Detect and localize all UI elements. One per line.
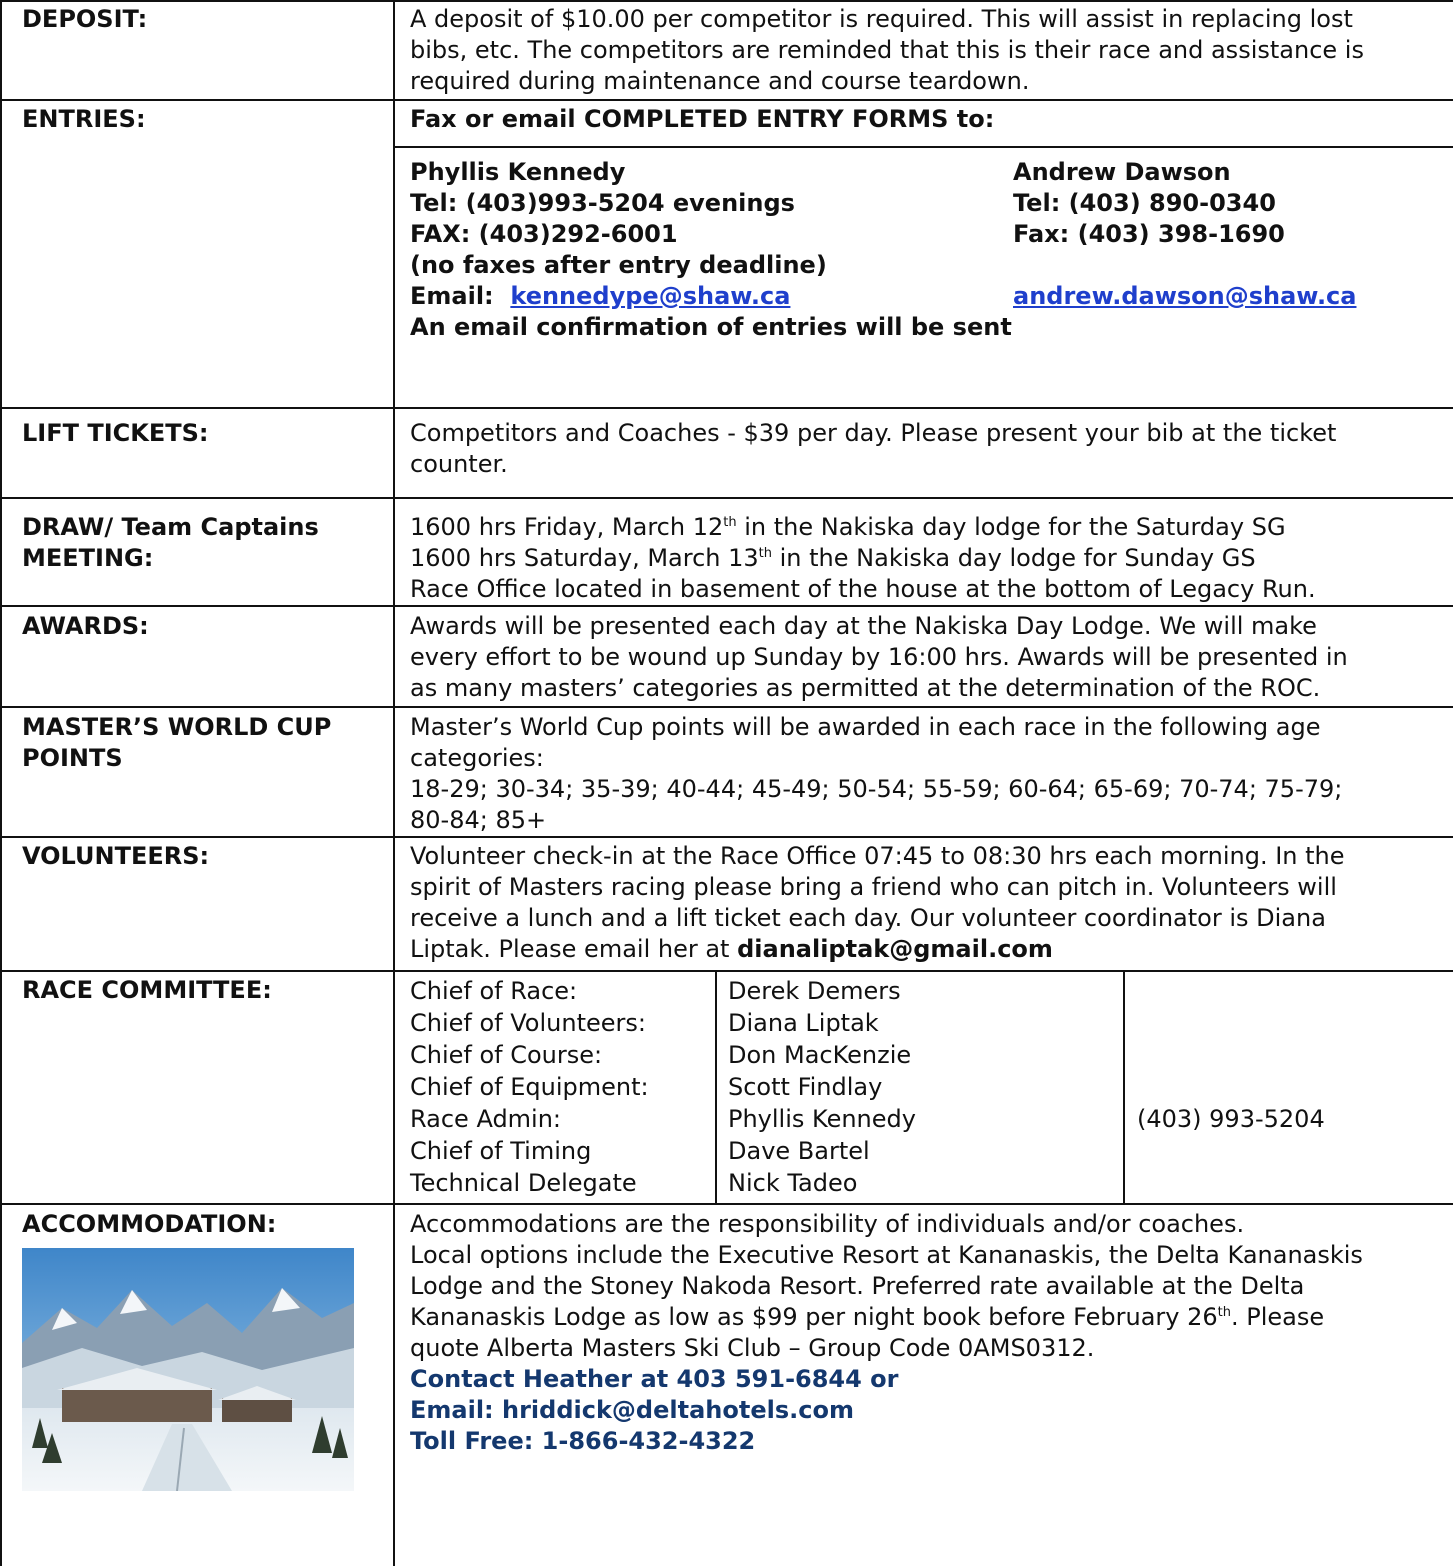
contact-tollfree: Toll Free: 1-866-432-4322 — [410, 1427, 756, 1455]
awards-line: as many masters’ categories as permitted at the determination of the ROC. — [410, 674, 1321, 702]
worldcup-row — [0, 708, 1453, 838]
lift-row — [0, 409, 1453, 499]
deposit-line: bibs, etc. The competitors are reminded that this is their race and assistance is — [410, 36, 1364, 64]
draw-label-line: DRAW/ Team Captains — [22, 513, 319, 541]
volunteers-line: receive a lunch and a lift ticket each day. Our volunteer coordinator is Diana — [410, 904, 1326, 932]
committee-name: Don MacKenzie — [728, 1041, 912, 1069]
awards-line: Awards will be presented each day at the Nakiska Day Lodge. We will make — [410, 612, 1317, 640]
left-contact-name: Phyllis Kennedy — [410, 158, 626, 186]
draw-line-2: 1600 hrs Saturday, March 13th in the Nakiska day lodge for Sunday GS — [410, 544, 1256, 572]
committee-role: Technical Delegate — [410, 1169, 637, 1197]
volunteers-line: spirit of Masters racing please bring a friend who can pitch in. Volunteers will — [410, 873, 1337, 901]
volunteers-line: Volunteer check-in at the Race Office 07:45 to 08:30 hrs each morning. In the — [410, 842, 1345, 870]
right-contact-name: Andrew Dawson — [1013, 158, 1231, 186]
committee-role: Chief of Equipment: — [410, 1073, 649, 1101]
awards-text — [410, 611, 1449, 704]
accommodation-line: Local options include the Executive Resort at Kananaskis, the Delta Kananaskis — [410, 1241, 1363, 1269]
volunteers-text — [410, 841, 1449, 965]
draw-line-3: Race Office located in basement of the house at the bottom of Legacy Run. — [410, 575, 1316, 603]
left-contact-fax: FAX: (403)292-6001 — [410, 220, 678, 248]
resort-photo-image — [22, 1248, 354, 1491]
right-contact-tel: Tel: (403) 890-0340 — [1013, 189, 1276, 217]
right-email-link[interactable]: andrew.dawson@shaw.ca — [1013, 282, 1357, 310]
entries-contacts — [410, 157, 1449, 343]
worldcup-line: Master’s World Cup points will be awarded in each race in the following age — [410, 713, 1321, 741]
volunteers-label: VOLUNTEERS: — [22, 842, 210, 870]
left-email-link[interactable]: kennedype@shaw.ca — [510, 282, 791, 310]
committee-roles — [410, 975, 710, 1199]
email-prefix: Email: — [410, 282, 494, 310]
volunteers-row — [0, 838, 1453, 972]
committee-role: Chief of Race: — [410, 977, 578, 1005]
entries-heading: Fax or email COMPLETED ENTRY FORMS to: — [410, 105, 995, 133]
accommodation-line: Accommodations are the responsibility of individuals and/or coaches. — [410, 1210, 1245, 1238]
fax-note: (no faxes after entry deadline) — [410, 251, 827, 279]
entries-label: ENTRIES: — [22, 105, 146, 133]
worldcup-label-line: MASTER’S WORLD CUP — [22, 713, 332, 741]
committee-divider-2 — [1123, 972, 1125, 1203]
worldcup-label — [22, 712, 331, 774]
lift-text — [410, 418, 1449, 480]
worldcup-text — [410, 712, 1449, 836]
draw-row — [0, 499, 1453, 607]
entries-row — [0, 101, 1453, 409]
committee-divider-1 — [715, 972, 717, 1203]
accommodation-line: quote Alberta Masters Ski Club – Group Code 0AMS0312. — [410, 1334, 1095, 1362]
committee-role: Chief of Course: — [410, 1041, 603, 1069]
lift-label: LIFT TICKETS: — [22, 419, 209, 447]
worldcup-line: 80-84; 85+ — [410, 806, 547, 834]
awards-label: AWARDS: — [22, 612, 149, 640]
draw-label — [22, 512, 319, 574]
committee-row — [0, 972, 1453, 1205]
draw-line-1: 1600 hrs Friday, March 12th in the Nakiska day lodge for the Saturday SG — [410, 513, 1286, 541]
resort-photo — [22, 1248, 354, 1491]
deposit-row — [0, 2, 1453, 101]
awards-row — [0, 607, 1453, 708]
committee-name: Nick Tadeo — [728, 1169, 858, 1197]
committee-role: Race Admin: — [410, 1105, 562, 1133]
left-contact-tel: Tel: (403)993-5204 evenings — [410, 189, 795, 217]
accommodation-line: Lodge and the Stoney Nakoda Resort. Preferred rate available at the Delta — [410, 1272, 1305, 1300]
deposit-line: A deposit of $10.00 per competitor is required. This will assist in replacing lost — [410, 5, 1353, 33]
committee-role: Chief of Timing — [410, 1137, 592, 1165]
right-contact-fax: Fax: (403) 398-1690 — [1013, 220, 1285, 248]
draw-label-line: MEETING: — [22, 544, 154, 572]
accommodation-row — [0, 1205, 1453, 1566]
entries-divider — [394, 146, 1453, 148]
worldcup-line: 18-29; 30-34; 35-39; 40-44; 45-49; 50-54; 55-59; 60-64; 65-69; 70-74; 75-79; — [410, 775, 1343, 803]
committee-names — [728, 975, 1118, 1199]
committee-name: Phyllis Kennedy — [728, 1105, 916, 1133]
contact-email: Email: hriddick@deltahotels.com — [410, 1396, 854, 1424]
contact-line: Contact Heather at 403 591-6844 or — [410, 1365, 899, 1393]
committee-role: Chief of Volunteers: — [410, 1009, 646, 1037]
lift-line: Competitors and Coaches - $39 per day. Please present your bib at the ticket — [410, 419, 1337, 447]
volunteer-email: dianaliptak@gmail.com — [737, 935, 1053, 963]
lift-line: counter. — [410, 450, 508, 478]
committee-name: Diana Liptak — [728, 1009, 879, 1037]
deposit-line: required during maintenance and course teardown. — [410, 67, 1030, 95]
accommodation-text — [410, 1209, 1449, 1457]
committee-phone: (403) 993-5204 — [1137, 1105, 1325, 1133]
volunteers-line: Liptak. Please email her at dianaliptak@gmail.com — [410, 935, 1053, 963]
worldcup-label-line: POINTS — [22, 744, 123, 772]
committee-name: Dave Bartel — [728, 1137, 870, 1165]
awards-line: every effort to be wound up Sunday by 16:00 hrs. Awards will be presented in — [410, 643, 1348, 671]
accommodation-line: Kananaskis Lodge as low as $99 per night book before February 26th. Please — [410, 1303, 1325, 1331]
committee-label: RACE COMMITTEE: — [22, 976, 272, 1004]
worldcup-line: categories: — [410, 744, 544, 772]
accommodation-label: ACCOMMODATION: — [22, 1210, 277, 1238]
deposit-label: DEPOSIT: — [22, 5, 148, 33]
draw-text — [410, 512, 1449, 605]
committee-name: Scott Findlay — [728, 1073, 883, 1101]
deposit-text — [410, 4, 1449, 97]
confirmation-note: An email confirmation of entries will be sent — [410, 313, 1012, 341]
committee-name: Derek Demers — [728, 977, 901, 1005]
